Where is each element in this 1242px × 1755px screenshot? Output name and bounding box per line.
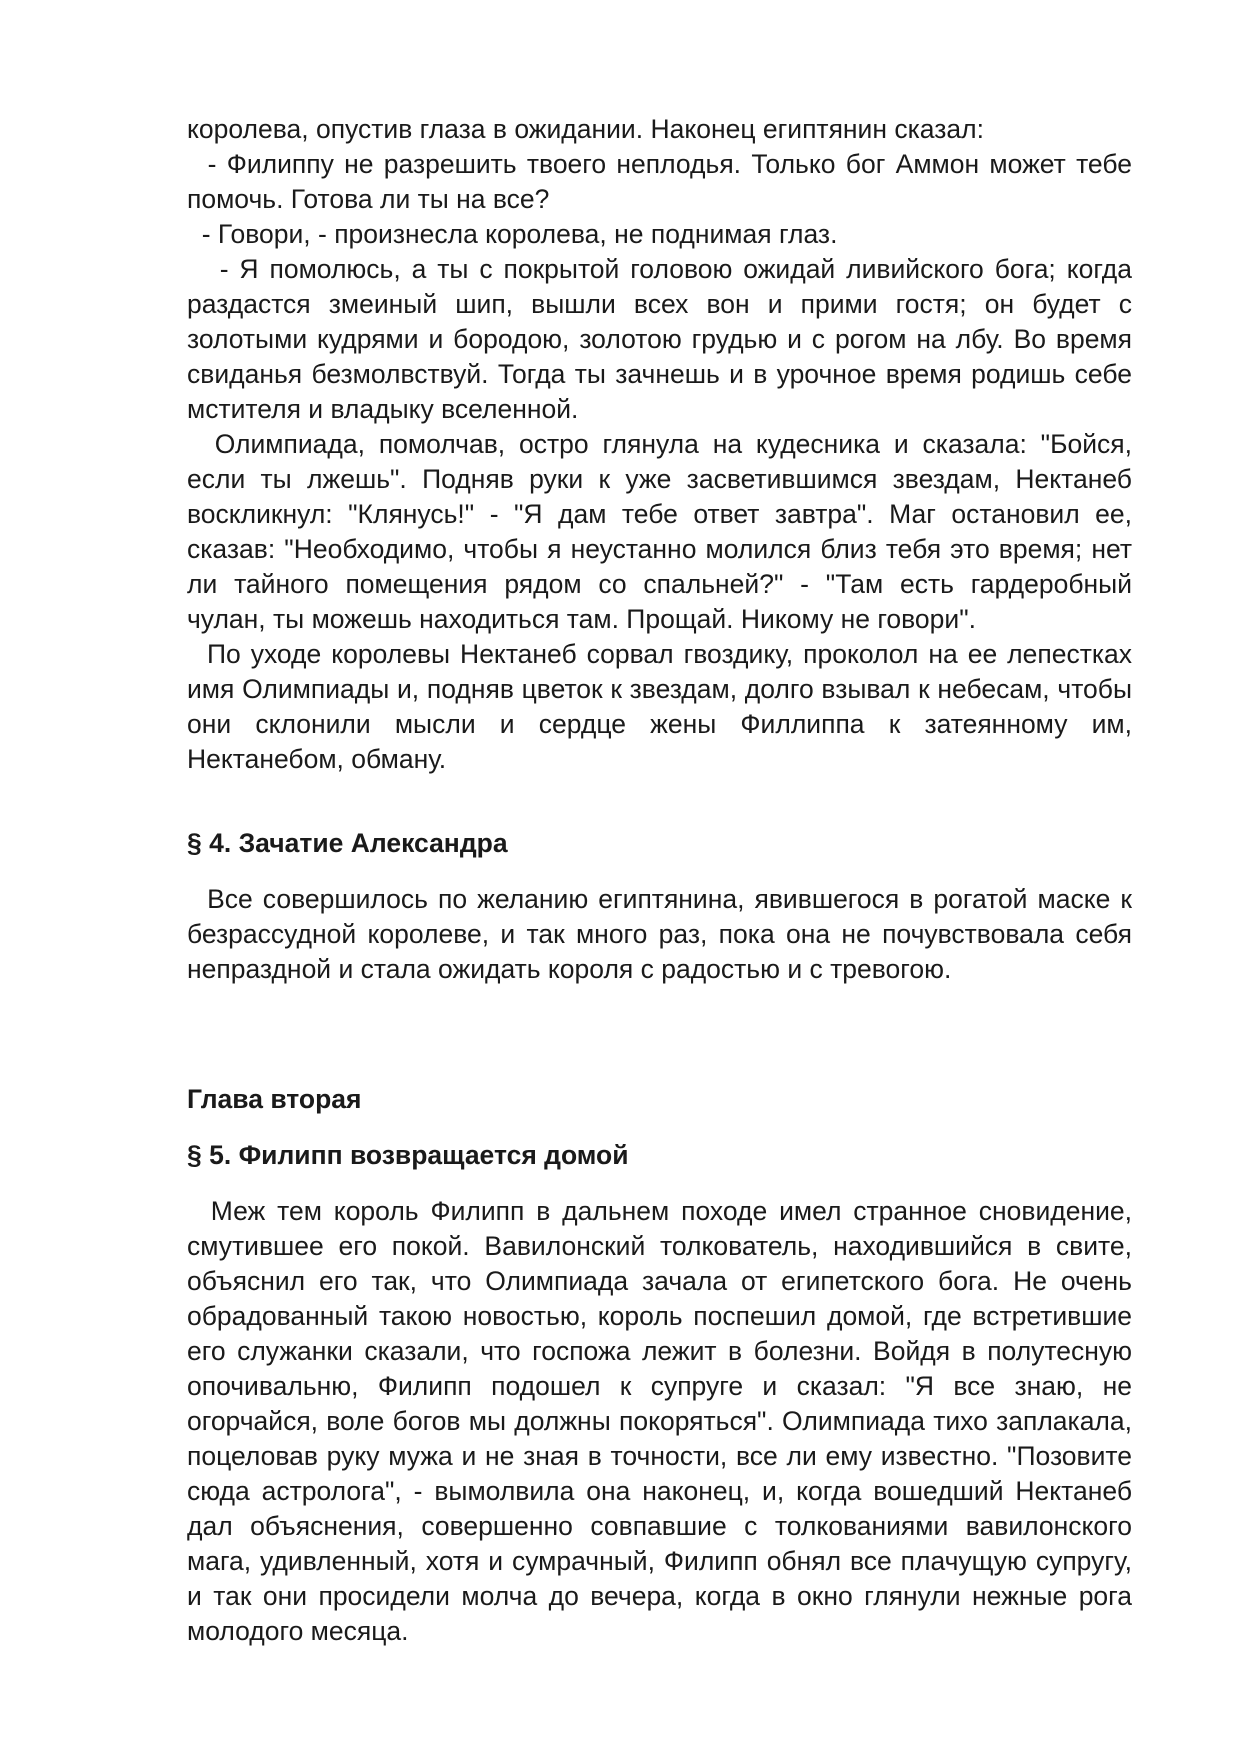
chapter-heading: Глава вторая <box>187 1084 362 1114</box>
paragraph-magician-speech: - Филиппу не разрешить твоего неплодья. Только бог Аммон может тебе помочь. Готова ли ты на все? <box>187 149 1132 214</box>
spacer <box>187 987 1132 1082</box>
section-4-heading: § 4. Зачатие Александра <box>187 828 508 858</box>
paragraph-olympias-response: Олимпиада, помолчав, остро глянула на кудесника и сказала: "Бойся, если ты лжешь". Подняв руки к уже засветившимся звездам, Нектанеб воскликнул: "Клянусь!" - "Я дам тебе ответ завтра". Маг остановил ее, сказав: "Необходимо, чтобы я неустанно молился близ тебя это время; нет ли тайного помещения рядом со спальней?" - "Там есть гардеробный чулан, ты можешь находиться там. Прощай. Никому не говори". <box>187 429 1132 634</box>
spacer <box>187 861 1132 882</box>
paragraph-dialogue-opening: королева, опустив глаза в ожидании. Наконец египтянин сказал: <box>187 114 984 144</box>
spacer <box>187 1117 1132 1138</box>
paragraph-magician-instructions: - Я помолюсь, а ты с покрытой головою ожидай ливийского бога; когда раздастся змеиный шип, вышли всех вон и прими гостя; он будет с золотыми кудрями и бородою, золотою грудью и с рогом на лбу. Во время свиданья безмолвствуй. Тогда ты зачнешь и в урочное время родишь себе мстителя и владыку вселенной. <box>187 254 1132 424</box>
section-5-heading: § 5. Филипп возвращается домой <box>187 1140 629 1170</box>
spacer <box>187 1173 1132 1194</box>
paragraph-nectanebo-ritual: По уходе королевы Нектанеб сорвал гвоздику, проколол на ее лепестках имя Олимпиады и, подняв цветок к звездам, долго взывал к небесам, чтобы они склонили мысли и сердце жены Филлиппа к затеянному им, Нектанебом, обману. <box>187 639 1132 774</box>
section-5-paragraph: Меж тем король Филипп в дальнем походе имел странное сновидение, смутившее его покой. Вавилонский толкователь, находившийся в свите, объяснил его так, что Олимпиада зачала от египетского бога. Не очень обрадованный такою новостью, король поспешил домой, где встретившие его служанки сказали, что госпожа лежит в болезни. Войдя в полутесную опочивальню, Филипп подошел к супруге и сказал: "Я все знаю, не огорчайся, воле богов мы должны покоряться". Олимпиада тихо заплакала, поцеловав руку мужа и не зная в точности, все ли ему известно. "Позовите сюда астролога", - вымолвила она наконец, и, когда вошедший Нектанеб дал объяснения, совершенно совпавшие с толкованиями вавилонского мага, удивленный, хотя и сумрачный, Филипп обнял все плачущую супругу, и так они просидели молча до вечера, когда в окно глянули нежные рога молодого месяца. <box>187 1196 1132 1646</box>
section-4-paragraph: Все совершилось по желанию египтянина, явившегося в рогатой маске к безрассудной королеве, и так много раз, пока она не почувствовала себя непраздной и стала ожидать короля с радостью и с тревогою. <box>187 884 1132 984</box>
paragraph-queen-reply: - Говори, - произнесла королева, не поднимая глаз. <box>187 219 838 249</box>
document-page <box>187 112 1132 1649</box>
spacer <box>187 777 1132 826</box>
